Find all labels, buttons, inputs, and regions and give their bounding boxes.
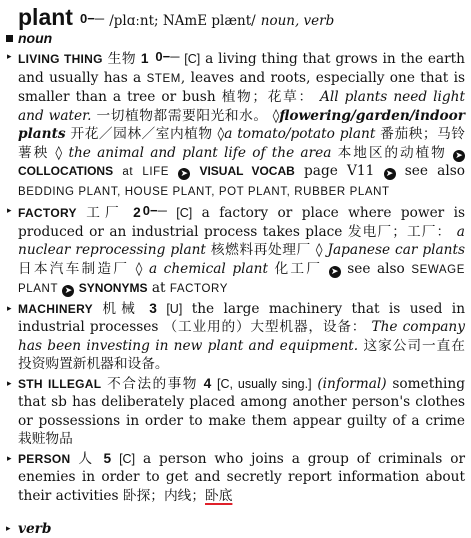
example-separator: ◊ xyxy=(272,107,280,124)
crossref-arrow-icon: ➤ xyxy=(384,168,396,180)
pos-arrow-icon: ▸ xyxy=(6,524,11,534)
example-separator: ◊ xyxy=(135,260,143,277)
example-separator: ◊ xyxy=(315,242,323,258)
example: Japanese car plants xyxy=(327,242,465,258)
sense-3 xyxy=(7,300,466,374)
definition: a factory or place where power is produced or an industrial process takes place xyxy=(18,205,466,240)
oxford-key-icon: 0−─ xyxy=(142,203,167,218)
grammar-code: [C, usually sing.] xyxy=(217,376,312,391)
example: a chemical plant xyxy=(148,260,268,277)
example-zh: 番茄秧；马铃薯秧 xyxy=(18,126,465,161)
translation-zh: 栽赃物品 xyxy=(18,431,73,447)
example-separator: ◊ xyxy=(217,126,225,142)
see-also-label: see also xyxy=(347,260,405,277)
sense-label: PERSON xyxy=(18,451,71,466)
definition: the large machinery that is used in industrial processes xyxy=(18,300,466,335)
example-separator: ◊ xyxy=(55,144,63,161)
translation-zh-highlighted: 卧底 xyxy=(205,487,233,504)
grammar-code: [C] xyxy=(184,52,201,66)
sense-label: LIVING THING xyxy=(18,52,103,66)
next-pos-heading xyxy=(6,520,52,538)
grammar-code: [C] xyxy=(119,451,136,466)
translation-zh: 植物；花草： xyxy=(221,89,314,105)
pronunciation: /plɑːnt; NAmE plænt/ xyxy=(109,13,256,29)
sense-number: 2 xyxy=(133,205,141,220)
translation-zh: 发电厂；工厂： xyxy=(347,223,452,240)
sense-label: MACHINERY xyxy=(18,301,93,316)
pos-noun-label: noun xyxy=(18,30,53,46)
example: The company has been investing in new plant and equipment. xyxy=(18,319,465,354)
register-label: (informal) xyxy=(317,375,387,392)
sense-label: FACTORY xyxy=(18,206,77,220)
example-collocation: flowering/garden/indoor plants xyxy=(18,107,465,142)
visual-vocab-page: page V11 xyxy=(304,163,375,179)
crossref-arrow-icon: ➤ xyxy=(178,168,190,180)
example-zh: 一切植物都需要阳光和水。 xyxy=(96,107,268,124)
definition-crossref[interactable]: STEM xyxy=(146,72,181,85)
sense-label-zh: 不合法的事物 xyxy=(107,375,198,392)
example-zh: 核燃料再处理厂 xyxy=(210,242,311,258)
definition: a living thing that grows in the earth and usually has a xyxy=(18,51,465,86)
crossref-arrow-icon: ➤ xyxy=(62,285,74,297)
translation-zh: 卧探；内线； xyxy=(122,487,206,504)
headword: plant xyxy=(18,4,73,30)
sense-label-zh: 工厂 xyxy=(86,205,124,221)
visual-vocab-link[interactable]: VISUAL VOCAB xyxy=(199,164,295,178)
definition: a person who joins a group of criminals or enemies in order to get and secretly report information about their activities xyxy=(18,450,465,504)
sense-1 xyxy=(7,48,465,201)
xref-at: at xyxy=(122,166,134,178)
sense-number: 4 xyxy=(203,375,212,391)
next-pos-label: verb xyxy=(18,521,52,537)
sense-number: 3 xyxy=(149,300,157,316)
oxford-key-icon: 0−─ xyxy=(155,49,180,64)
crossref-arrow-icon: ➤ xyxy=(329,266,341,278)
synonyms-target-link[interactable]: FACTORY xyxy=(169,283,228,295)
pos-list: noun, verb xyxy=(260,13,335,29)
example-zh: 本地区的动植物 xyxy=(337,144,447,161)
sense-arrow-icon: ▸ xyxy=(7,378,12,389)
sense-5 xyxy=(7,450,465,506)
definition-cont: , leaves and roots, especially one that is smaller than a tree or bush xyxy=(18,69,465,105)
grammar-code: [U] xyxy=(166,301,183,316)
sense-arrow-icon: ▸ xyxy=(7,52,12,62)
example-zh: 开花／园林／室内植物 xyxy=(70,126,213,142)
sense-label-zh: 人 xyxy=(78,450,96,467)
sense-label: STH ILLEGAL xyxy=(18,376,102,391)
translation-zh: （工业用的）大型机器，设备： xyxy=(163,319,367,335)
square-bullet-icon xyxy=(6,35,13,42)
see-also-link[interactable]: SEWAGE PLANT xyxy=(18,263,465,295)
example: the animal and plant life of the area xyxy=(68,144,332,161)
definition: something that sb has deliberately placed among another person's clothes or possessions in order to make them appear guilty of a crime xyxy=(18,375,465,429)
see-also-links[interactable]: BEDDING PLANT, HOUSE PLANT, POT PLANT, RUBBER PLANT xyxy=(18,185,390,198)
see-also-label: see also xyxy=(404,163,465,179)
example-zh: 日本汽车制造厂 xyxy=(18,260,130,277)
crossref-arrow-icon: ➤ xyxy=(453,150,465,162)
sense-arrow-icon: ▸ xyxy=(7,303,12,314)
sense-4 xyxy=(7,375,465,449)
collocations-link[interactable]: COLLOCATIONS xyxy=(18,164,114,178)
example-zh: 这家公司一直在投资购置新机器和设备。 xyxy=(18,337,465,372)
sense-arrow-icon: ▸ xyxy=(7,206,12,216)
example-zh: 化工厂 xyxy=(274,260,323,277)
sense-number: 1 xyxy=(140,51,149,66)
grammar-code: [C] xyxy=(176,206,193,220)
example: a tomato/potato plant xyxy=(224,126,376,142)
sense-number: 5 xyxy=(103,450,112,466)
example: All plants need light and water. xyxy=(18,89,465,124)
oxford-key-icon: 0−─ xyxy=(80,11,105,26)
sense-label-zh: 机械 xyxy=(102,300,140,317)
synonyms-at: at xyxy=(151,280,166,296)
entry-header xyxy=(18,4,465,30)
sense-2 xyxy=(7,202,466,299)
sense-label-zh: 生物 xyxy=(107,51,137,67)
synonyms-link[interactable]: SYNONYMS xyxy=(78,281,148,295)
pos-heading-noun xyxy=(6,30,465,47)
sense-arrow-icon: ▸ xyxy=(7,453,12,464)
collocations-target-link[interactable]: LIFE xyxy=(142,166,170,178)
example: a nuclear reprocessing plant xyxy=(18,223,465,258)
